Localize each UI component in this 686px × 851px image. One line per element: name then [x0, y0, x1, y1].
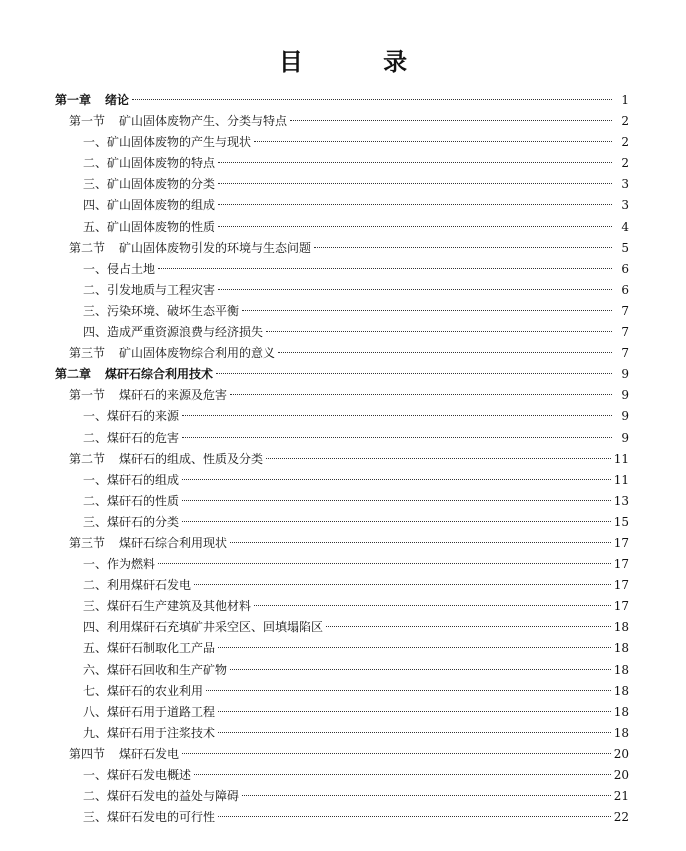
toc-page-number: 6	[621, 282, 629, 297]
toc-entry-number: 二、	[83, 156, 108, 171]
toc-subsection-entry[interactable]	[55, 596, 629, 617]
toc-subsection-entry[interactable]	[55, 470, 629, 491]
toc-page-number: 2	[621, 135, 629, 150]
toc-page-number: 20	[613, 746, 629, 761]
toc-subsection-entry[interactable]	[55, 428, 629, 449]
toc-entry-number: 七、	[83, 683, 108, 698]
dot-leader	[254, 605, 611, 606]
toc-entry-number: 一、	[83, 472, 108, 487]
toc-page-number: 17	[613, 578, 629, 593]
dot-leader	[242, 795, 611, 796]
toc-entry-label: 矿山固体废物综合利用的意义	[119, 346, 276, 361]
toc-page-number: 15	[613, 514, 629, 529]
toc-entry-label: 煤矸石发电的可行性	[107, 810, 216, 825]
toc-page-number: 4	[621, 219, 629, 234]
toc-entry-number: 一、	[83, 135, 108, 150]
toc-entry-label: 煤矸石用于注浆技术	[107, 725, 216, 740]
toc-subsection-entry[interactable]	[55, 259, 629, 280]
toc-page-number: 5	[621, 240, 629, 255]
toc-section-entry[interactable]	[55, 449, 629, 470]
toc-page-number: 9	[621, 430, 629, 445]
toc-entry-number: 一、	[83, 768, 108, 782]
toc-subsection-entry[interactable]	[55, 280, 629, 301]
toc-section-entry[interactable]	[55, 385, 629, 406]
toc-entry-number: 二、	[83, 789, 108, 804]
toc-entry-label: 煤矸石的分类	[107, 514, 180, 529]
toc-chapter-entry[interactable]	[55, 364, 629, 385]
dot-leader	[314, 247, 612, 248]
toc-page-number: 22	[613, 810, 629, 825]
toc-entry-label: 煤矸石发电的益处与障碍	[107, 789, 240, 804]
toc-subsection-entry[interactable]	[55, 638, 629, 659]
toc-subsection-entry[interactable]	[55, 554, 629, 575]
toc-entry-number: 一、	[83, 261, 108, 276]
toc-page-number: 18	[613, 683, 629, 698]
toc-entry-number: 四、	[83, 198, 108, 213]
toc-subsection-entry[interactable]	[55, 575, 629, 596]
dot-leader	[194, 774, 611, 775]
toc-page-number: 13	[613, 493, 629, 508]
toc-chapter-entry[interactable]	[55, 90, 629, 111]
toc-section-entry[interactable]	[55, 343, 629, 364]
toc-entry-label: 煤矸石的农业利用	[107, 683, 204, 698]
toc-page-number: 7	[621, 346, 629, 361]
toc-entry-label: 煤矸石的性质	[107, 493, 180, 508]
toc-entry-number: 三、	[83, 177, 108, 192]
toc-entry-number: 一、	[83, 557, 108, 572]
toc-entry-number: 九、	[83, 725, 108, 740]
toc-entry-number: 二、	[83, 430, 108, 445]
toc-page-number: 17	[613, 557, 629, 572]
toc-entry-label: 煤矸石的组成	[107, 472, 180, 487]
toc-entry-number: 第二节	[69, 451, 106, 466]
toc-entry-label: 煤矸石综合利用现状	[119, 535, 228, 550]
toc-page-number: 6	[621, 261, 629, 276]
toc-entry-label: 作为燃料	[107, 557, 156, 572]
toc-entry-label: 利用煤矸石发电	[107, 578, 192, 593]
toc-entry-number: 四、	[83, 325, 108, 340]
toc-subsection-entry[interactable]	[55, 786, 629, 807]
page-title: 目 录	[278, 48, 444, 76]
toc-entry-number: 第二节	[69, 240, 106, 255]
toc-entry-label: 矿山固体废物产生、分类与特点	[119, 114, 288, 129]
toc-page-number: 18	[613, 620, 629, 635]
dot-leader	[182, 521, 611, 522]
toc-entry-number: 第二章	[55, 367, 92, 382]
toc-page-number: 18	[613, 641, 629, 656]
dot-leader	[266, 331, 612, 332]
toc-subsection-entry[interactable]	[55, 217, 629, 238]
dot-leader	[326, 626, 611, 627]
toc-section-entry[interactable]	[55, 533, 629, 554]
toc-page-number: 2	[621, 114, 629, 129]
toc-entry-label: 煤矸石发电概述	[107, 768, 192, 782]
toc-entry-label: 造成严重资源浪费与经济损失	[107, 325, 264, 340]
toc-subsection-entry[interactable]	[55, 195, 629, 216]
toc-entry-label: 煤矸石的组成、性质及分类	[119, 451, 264, 466]
toc-entry-number: 第三节	[69, 346, 106, 361]
toc-subsection-entry[interactable]	[55, 807, 629, 828]
toc-entry-number: 四、	[83, 620, 108, 635]
toc-entry-number: 第一节	[69, 114, 106, 129]
dot-leader	[242, 310, 612, 311]
toc-entry-label: 煤矸石发电	[119, 746, 180, 761]
toc-subsection-entry[interactable]	[55, 132, 629, 153]
dot-leader	[216, 373, 612, 374]
toc-entry-label: 煤矸石综合利用技术	[105, 367, 214, 382]
toc-entry-label: 矿山固体废物的分类	[107, 177, 216, 192]
dot-leader	[230, 542, 611, 543]
toc-subsection-entry[interactable]	[55, 702, 629, 723]
toc-page-number: 20	[613, 768, 629, 782]
dot-leader	[278, 352, 612, 353]
dot-leader	[158, 268, 612, 269]
toc-entry-label: 绪论	[105, 93, 130, 107]
toc-entry-label: 侵占土地	[107, 261, 156, 276]
dot-leader	[218, 289, 612, 290]
toc-subsection-entry[interactable]	[55, 512, 629, 533]
toc-entry-number: 八、	[83, 704, 108, 719]
toc-subsection-entry[interactable]	[55, 660, 629, 681]
toc-page-number: 1	[621, 93, 629, 107]
toc-entry-label: 矿山固体废物的性质	[107, 219, 216, 234]
toc-subsection-entry[interactable]	[55, 174, 629, 195]
toc-entry-label: 煤矸石制取化工产品	[107, 641, 216, 656]
toc-entry-number: 三、	[83, 514, 108, 529]
dot-leader	[182, 415, 612, 416]
toc-entry-label: 煤矸石的来源	[107, 409, 180, 424]
dot-leader	[230, 394, 612, 395]
toc-entry-label: 煤矸石回收和生产矿物	[107, 662, 228, 677]
dot-leader	[194, 584, 611, 585]
toc-section-entry[interactable]	[55, 111, 629, 132]
dot-leader	[218, 647, 611, 648]
toc-subsection-entry[interactable]	[55, 681, 629, 702]
toc-entry-label: 煤矸石的危害	[107, 430, 180, 445]
toc-page-number: 2	[621, 156, 629, 171]
dot-leader	[182, 500, 611, 501]
toc-page-number: 7	[621, 325, 629, 340]
toc-entry-label: 煤矸石用于道路工程	[107, 704, 216, 719]
toc-subsection-entry[interactable]	[55, 153, 629, 174]
toc-subsection-entry[interactable]	[55, 301, 629, 322]
toc-entry-label: 矿山固体废物的组成	[107, 198, 216, 213]
dot-leader	[182, 437, 612, 438]
toc-subsection-entry[interactable]	[55, 406, 629, 427]
dot-leader	[206, 690, 611, 691]
toc-subsection-entry[interactable]	[55, 322, 629, 343]
toc-entry-number: 三、	[83, 599, 108, 614]
dot-leader	[290, 120, 612, 121]
toc-entry-number: 一、	[83, 409, 108, 424]
dot-leader	[218, 711, 611, 712]
toc-page-number: 7	[621, 303, 629, 318]
toc-page-number: 18	[613, 704, 629, 719]
toc-entry-label: 矿山固体废物的特点	[107, 156, 216, 171]
toc-entry-label: 利用煤矸石充填矿井采空区、回填塌陷区	[107, 620, 324, 635]
toc-entry-number: 第一节	[69, 388, 106, 403]
toc-page-number: 11	[613, 451, 629, 466]
dot-leader	[182, 753, 611, 754]
toc-entry-label: 引发地质与工程灾害	[107, 282, 216, 297]
toc-section-entry[interactable]	[55, 744, 629, 765]
toc-page-number: 17	[613, 599, 629, 614]
toc-subsection-entry[interactable]	[55, 491, 629, 512]
toc-page-number: 9	[621, 409, 629, 424]
dot-leader	[254, 141, 612, 142]
toc-entry-number: 二、	[83, 578, 108, 593]
toc-entry-label: 矿山固体废物的产生与现状	[107, 135, 252, 150]
toc-page-number: 9	[621, 388, 629, 403]
toc-page-number: 3	[621, 177, 629, 192]
dot-leader	[182, 479, 611, 480]
toc-entry-number: 第三节	[69, 535, 106, 550]
toc-page-number: 18	[613, 725, 629, 740]
toc-page-number: 21	[613, 789, 629, 804]
toc-subsection-entry[interactable]	[55, 765, 629, 786]
toc-subsection-entry[interactable]	[55, 617, 629, 638]
toc-entry-number: 五、	[83, 641, 108, 656]
dot-leader	[218, 183, 612, 184]
toc-entry-number: 五、	[83, 219, 108, 234]
dot-leader	[218, 162, 612, 163]
toc-page-number: 18	[613, 662, 629, 677]
toc-entry-number: 六、	[83, 662, 108, 677]
toc-subsection-entry[interactable]	[55, 723, 629, 744]
toc-entry-label: 煤矸石的来源及危害	[119, 388, 228, 403]
dot-leader	[218, 816, 611, 817]
toc-entry-label: 煤矸石生产建筑及其他材料	[107, 599, 252, 614]
dot-leader	[266, 458, 611, 459]
toc-entry-number: 三、	[83, 810, 108, 825]
dot-leader	[218, 204, 612, 205]
toc-entry-number: 第一章	[55, 93, 92, 107]
toc-page-number: 11	[613, 472, 629, 487]
toc-section-entry[interactable]	[55, 238, 629, 259]
table-of-contents	[55, 90, 629, 828]
toc-entry-number: 二、	[83, 282, 108, 297]
toc-entry-number: 二、	[83, 493, 108, 508]
toc-entry-label: 污染环境、破坏生态平衡	[107, 303, 240, 318]
toc-page-number: 9	[621, 367, 629, 382]
toc-entry-label: 矿山固体废物引发的环境与生态问题	[119, 240, 312, 255]
dot-leader	[218, 226, 612, 227]
toc-page-number: 3	[621, 198, 629, 213]
dot-leader	[158, 563, 611, 564]
dot-leader	[218, 732, 611, 733]
dot-leader	[132, 99, 612, 100]
toc-entry-number: 三、	[83, 303, 108, 318]
toc-entry-number: 第四节	[69, 746, 106, 761]
dot-leader	[230, 669, 611, 670]
toc-page-number: 17	[613, 535, 629, 550]
